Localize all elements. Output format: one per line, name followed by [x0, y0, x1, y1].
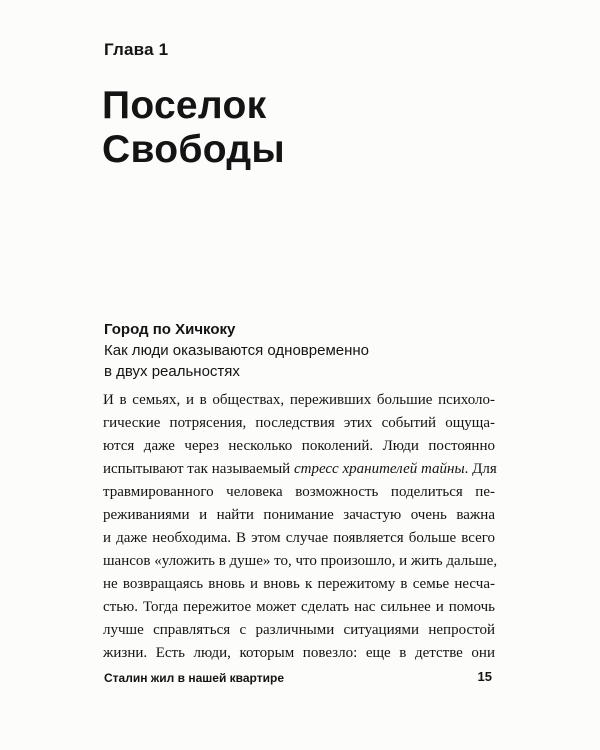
chapter-title-line-2: Свободы [102, 128, 286, 171]
body-line-segment: испытывают так называемый [103, 461, 294, 477]
body-line: реживаниями и найти понимание зачастую очень важна [103, 507, 495, 523]
body-line: ются даже через несколько поколений. Люди постоянно [103, 438, 495, 454]
chapter-title [102, 84, 285, 172]
body-line: и даже необходима. В этом случае появляется больше всего [103, 530, 495, 546]
body-line: стью. Тогда пережитое может сделать нас сильнее и помочь [103, 599, 495, 615]
body-line: жизни. Есть люди, которым повезло: еще в детстве они [103, 645, 495, 661]
body-line [103, 458, 495, 481]
body-paragraph [103, 389, 498, 665]
body-line: травмированного человека возможность поделиться пе- [103, 484, 495, 500]
chapter-title-line-1: Поселок [102, 84, 267, 127]
section-subtitle-line-2: в двух реальностях [104, 363, 240, 380]
body-line: шансов «уложить в душе» то, что произошло, и жить дальше, [103, 553, 498, 569]
body-line: гические потрясения, последствия этих событий ощуща- [103, 415, 495, 431]
body-line: не возвращаясь вновь и вновь к пережитому в семье несча- [103, 576, 495, 592]
body-line: лучше справляться с различными ситуациями непростой [103, 622, 495, 638]
emphasized-term: стресс хранителей тайны [293, 461, 465, 477]
chapter-label: Глава 1 [104, 40, 169, 59]
section-subtitle-line-1: Как люди оказываются одновременно [104, 342, 370, 359]
section-subtitle [104, 340, 434, 382]
running-footer-title: Сталин жил в нашей квартире [104, 671, 284, 685]
body-line-segment: . Для [464, 461, 497, 477]
page-number: 15 [477, 669, 492, 684]
section-heading: Город по Хичкоку [104, 321, 236, 338]
body-line: И в семьях, и в обществах, переживших большие психоло- [103, 392, 495, 408]
